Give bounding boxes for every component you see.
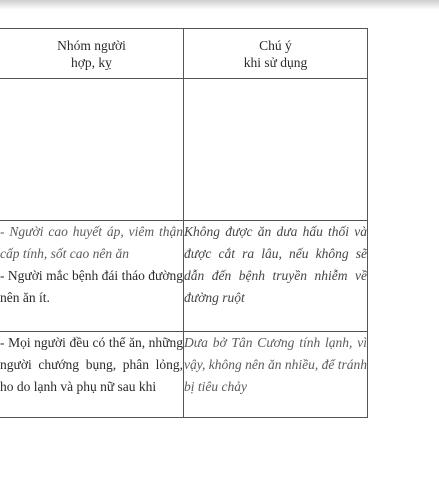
group-cell <box>0 221 184 332</box>
group-cell <box>0 332 184 418</box>
table-header-row <box>0 29 368 79</box>
note-cell-empty <box>184 79 368 221</box>
group-header-line-2: hợp, kỵ <box>71 55 112 70</box>
group-header-line-1: Nhóm người <box>57 38 126 53</box>
note-header-line-1: Chú ý <box>259 38 292 53</box>
scan-top-shadow <box>0 0 439 10</box>
note-cell <box>184 221 368 332</box>
food-guidance-table <box>0 28 368 418</box>
group-column-header <box>0 29 184 79</box>
group-paragraph: - Người cao huyết áp, viêm thận cấp tính, sốt cao nên ăn <box>0 224 183 261</box>
table-row <box>0 221 368 332</box>
note-paragraph: Không được ăn dưa hấu thối và được cắt ra lâu, nếu không sẽ dẫn đến bệnh truyền nhiễm về đường ruột <box>184 224 367 305</box>
group-cell-empty <box>0 79 184 221</box>
group-paragraph: - Mọi người đều có thể ăn, những người chướng bụng, phân lỏng, ho do lạnh và phụ nữ sau khi <box>0 335 183 394</box>
note-paragraph: Dưa bở Tân Cương tính lạnh, vì vậy, không nên ăn nhiều, để tránh bị tiêu chảy <box>184 335 367 394</box>
group-paragraph: - Người mắc bệnh đái tháo đường nên ăn ít. <box>0 268 183 305</box>
table-row <box>0 332 368 418</box>
note-cell <box>184 332 368 418</box>
table-row <box>0 79 368 221</box>
note-header-line-2: khi sử dụng <box>243 55 308 70</box>
note-column-header <box>184 29 368 79</box>
